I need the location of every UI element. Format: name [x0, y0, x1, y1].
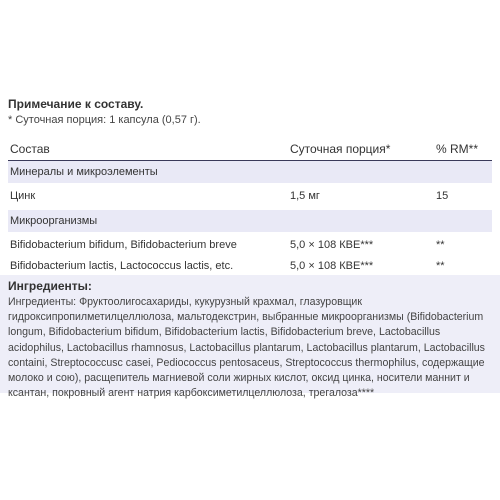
ingredient-rm: 15 — [436, 190, 449, 202]
ingredients-block — [0, 275, 500, 400]
ingredient-amount: 5,0 × 108 КВЕ*** — [290, 260, 374, 272]
ingredients-title: Ингредиенты: — [8, 279, 92, 293]
ingredients-line: молоко и сою), расщепитель магниевой соли жирных кислот, оксид цинка, носители маннит и — [8, 372, 470, 385]
ingredient-amount: 5,0 × 108 КВЕ*** — [290, 239, 374, 251]
header-rm-percent: % RM** — [436, 142, 479, 156]
ingredients-text — [8, 295, 492, 401]
note-title: Примечание к составу. — [8, 97, 144, 111]
composition-table — [8, 138, 492, 277]
table-header-row — [8, 138, 492, 161]
ingredients-line: гидроксипропилметилцеллюлоза, мальтодекстрин, выбранные микроорганизмы (Bifidobacterium — [8, 311, 484, 324]
ingredient-name: Цинк — [10, 190, 36, 202]
ingredient-name: Bifidobacterium bifidum, Bifidobacterium breve — [10, 239, 237, 251]
header-composition: Состав — [10, 142, 50, 156]
section-title: Минералы и микроэлементы — [10, 166, 158, 178]
header-daily-serving: Суточная порция* — [290, 142, 391, 156]
ingredient-amount: 1,5 мг — [290, 190, 320, 202]
ingredient-name: Bifidobacterium lactis, Lactococcus lactis, etc. — [10, 260, 234, 272]
composition-note — [8, 96, 492, 128]
ingredients-line: longum, Bifidobacterium bifidum, Bifidobacterium lactis, Bifidobacterium breve, Lactobacillus — [8, 326, 441, 339]
table-row — [8, 186, 492, 207]
section-row-microorganisms — [8, 210, 492, 232]
section-row-minerals — [8, 161, 492, 183]
table-row — [8, 256, 492, 277]
ingredients-line: ксантан, покровный агент натрия карбоксиметилцеллюлоза, трегалоза**** — [8, 387, 375, 400]
ingredients-line: acidophilus, Lactobacillus rhamnosus, Lactobacillus plantarum, Lactobacillus plantarum, Lactobacillus — [8, 341, 485, 354]
table-row — [8, 235, 492, 256]
section-title: Микроорганизмы — [10, 215, 98, 227]
ingredient-rm: ** — [436, 239, 445, 251]
ingredient-rm: ** — [436, 260, 445, 272]
serving-note: * Суточная порция: 1 капсула (0,57 г). — [8, 114, 201, 126]
ingredients-line: containi, Streptococcusc casei, Pediococcus pentosaceus, Streptococcus thermophilus, содержащие — [8, 356, 485, 369]
ingredients-line: Ингредиенты: Фруктоолигосахариды, кукурузный крахмал, глазуровщик — [8, 296, 362, 308]
